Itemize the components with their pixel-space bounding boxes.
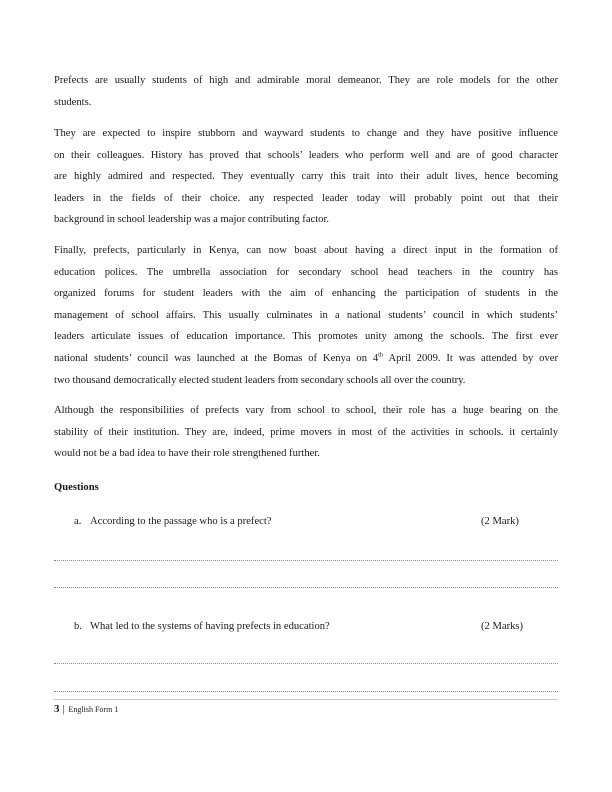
text-line: would not be a bad idea to have their role strengthened further. (54, 448, 320, 460)
page-footer (54, 703, 118, 715)
answer-line[interactable] (54, 587, 558, 588)
footer-separator: | (62, 704, 65, 715)
text-line: are highly admired and respected. They eventually carry this trait into their adult lives, hence becoming (54, 171, 558, 183)
text-line: organized forums for student leaders with the aim of enhancing the participation of students in the (54, 288, 558, 300)
answer-line[interactable] (54, 560, 558, 561)
text-line: Although the responsibilities of prefects vary from school to school, their role has a huge bearing on the (54, 405, 558, 416)
text-segment: national students’ council was launched at the Bomas of Kenya on 4 (54, 352, 379, 364)
text-line (54, 348, 558, 370)
text-line: background in school leadership was a major contributing factor. (54, 214, 330, 226)
ordinal-superscript: th (378, 351, 384, 359)
text-line: leaders in the fields of their choice. any respected leader today will probably point out that their (54, 192, 558, 204)
questions-heading: Questions (54, 482, 99, 493)
question-marks: (2 Marks) (481, 621, 524, 632)
question-letter: a. (74, 516, 82, 527)
text-line: management of school affairs. This usually culminates in a national students’ council in which students’ (54, 309, 558, 321)
answer-line[interactable] (54, 663, 558, 664)
passage-paragraph-3 (54, 240, 558, 391)
question-text: What led to the systems of having prefects in education? (90, 621, 330, 632)
question-marks: (2 Mark) (481, 516, 519, 527)
text-line: Prefects are usually students of high and admirable moral demeanor. They are role models for the other (54, 75, 558, 86)
footer-divider (54, 699, 558, 700)
text-line: two thousand democratically elected student leaders from secondary schools all over the country. (54, 374, 466, 386)
text-line: students. (54, 96, 92, 108)
text-line: stability of their institution. They are, indeed, prime movers in most of the activities in schools. it certainly (54, 426, 558, 438)
page-number: 3 (54, 703, 60, 715)
passage-paragraph-1 (54, 70, 558, 113)
question-letter: b. (74, 621, 82, 632)
text-line: Finally, prefects, particularly in Kenya, can now boast about having a direct input in the formation of (54, 245, 558, 256)
passage-paragraph-4 (54, 400, 558, 465)
text-line: on their colleagues. History has proved that schools’ leaders who perform well and are of good character (54, 149, 558, 161)
answer-line[interactable] (54, 691, 558, 692)
text-line: leaders articulate issues of education importance. This promotes unity among the schools. The first ever (54, 331, 558, 343)
text-line: education polices. The umbrella association for secondary school head teachers in the country has (54, 266, 558, 278)
text-line: They are expected to inspire stubborn and wayward students to change and they have positive influence (54, 128, 558, 139)
text-segment: April 2009. It was attended by over (383, 352, 558, 364)
question-text: According to the passage who is a prefect? (90, 516, 272, 527)
passage-paragraph-2 (54, 123, 558, 231)
footer-label: English Form 1 (68, 705, 119, 714)
